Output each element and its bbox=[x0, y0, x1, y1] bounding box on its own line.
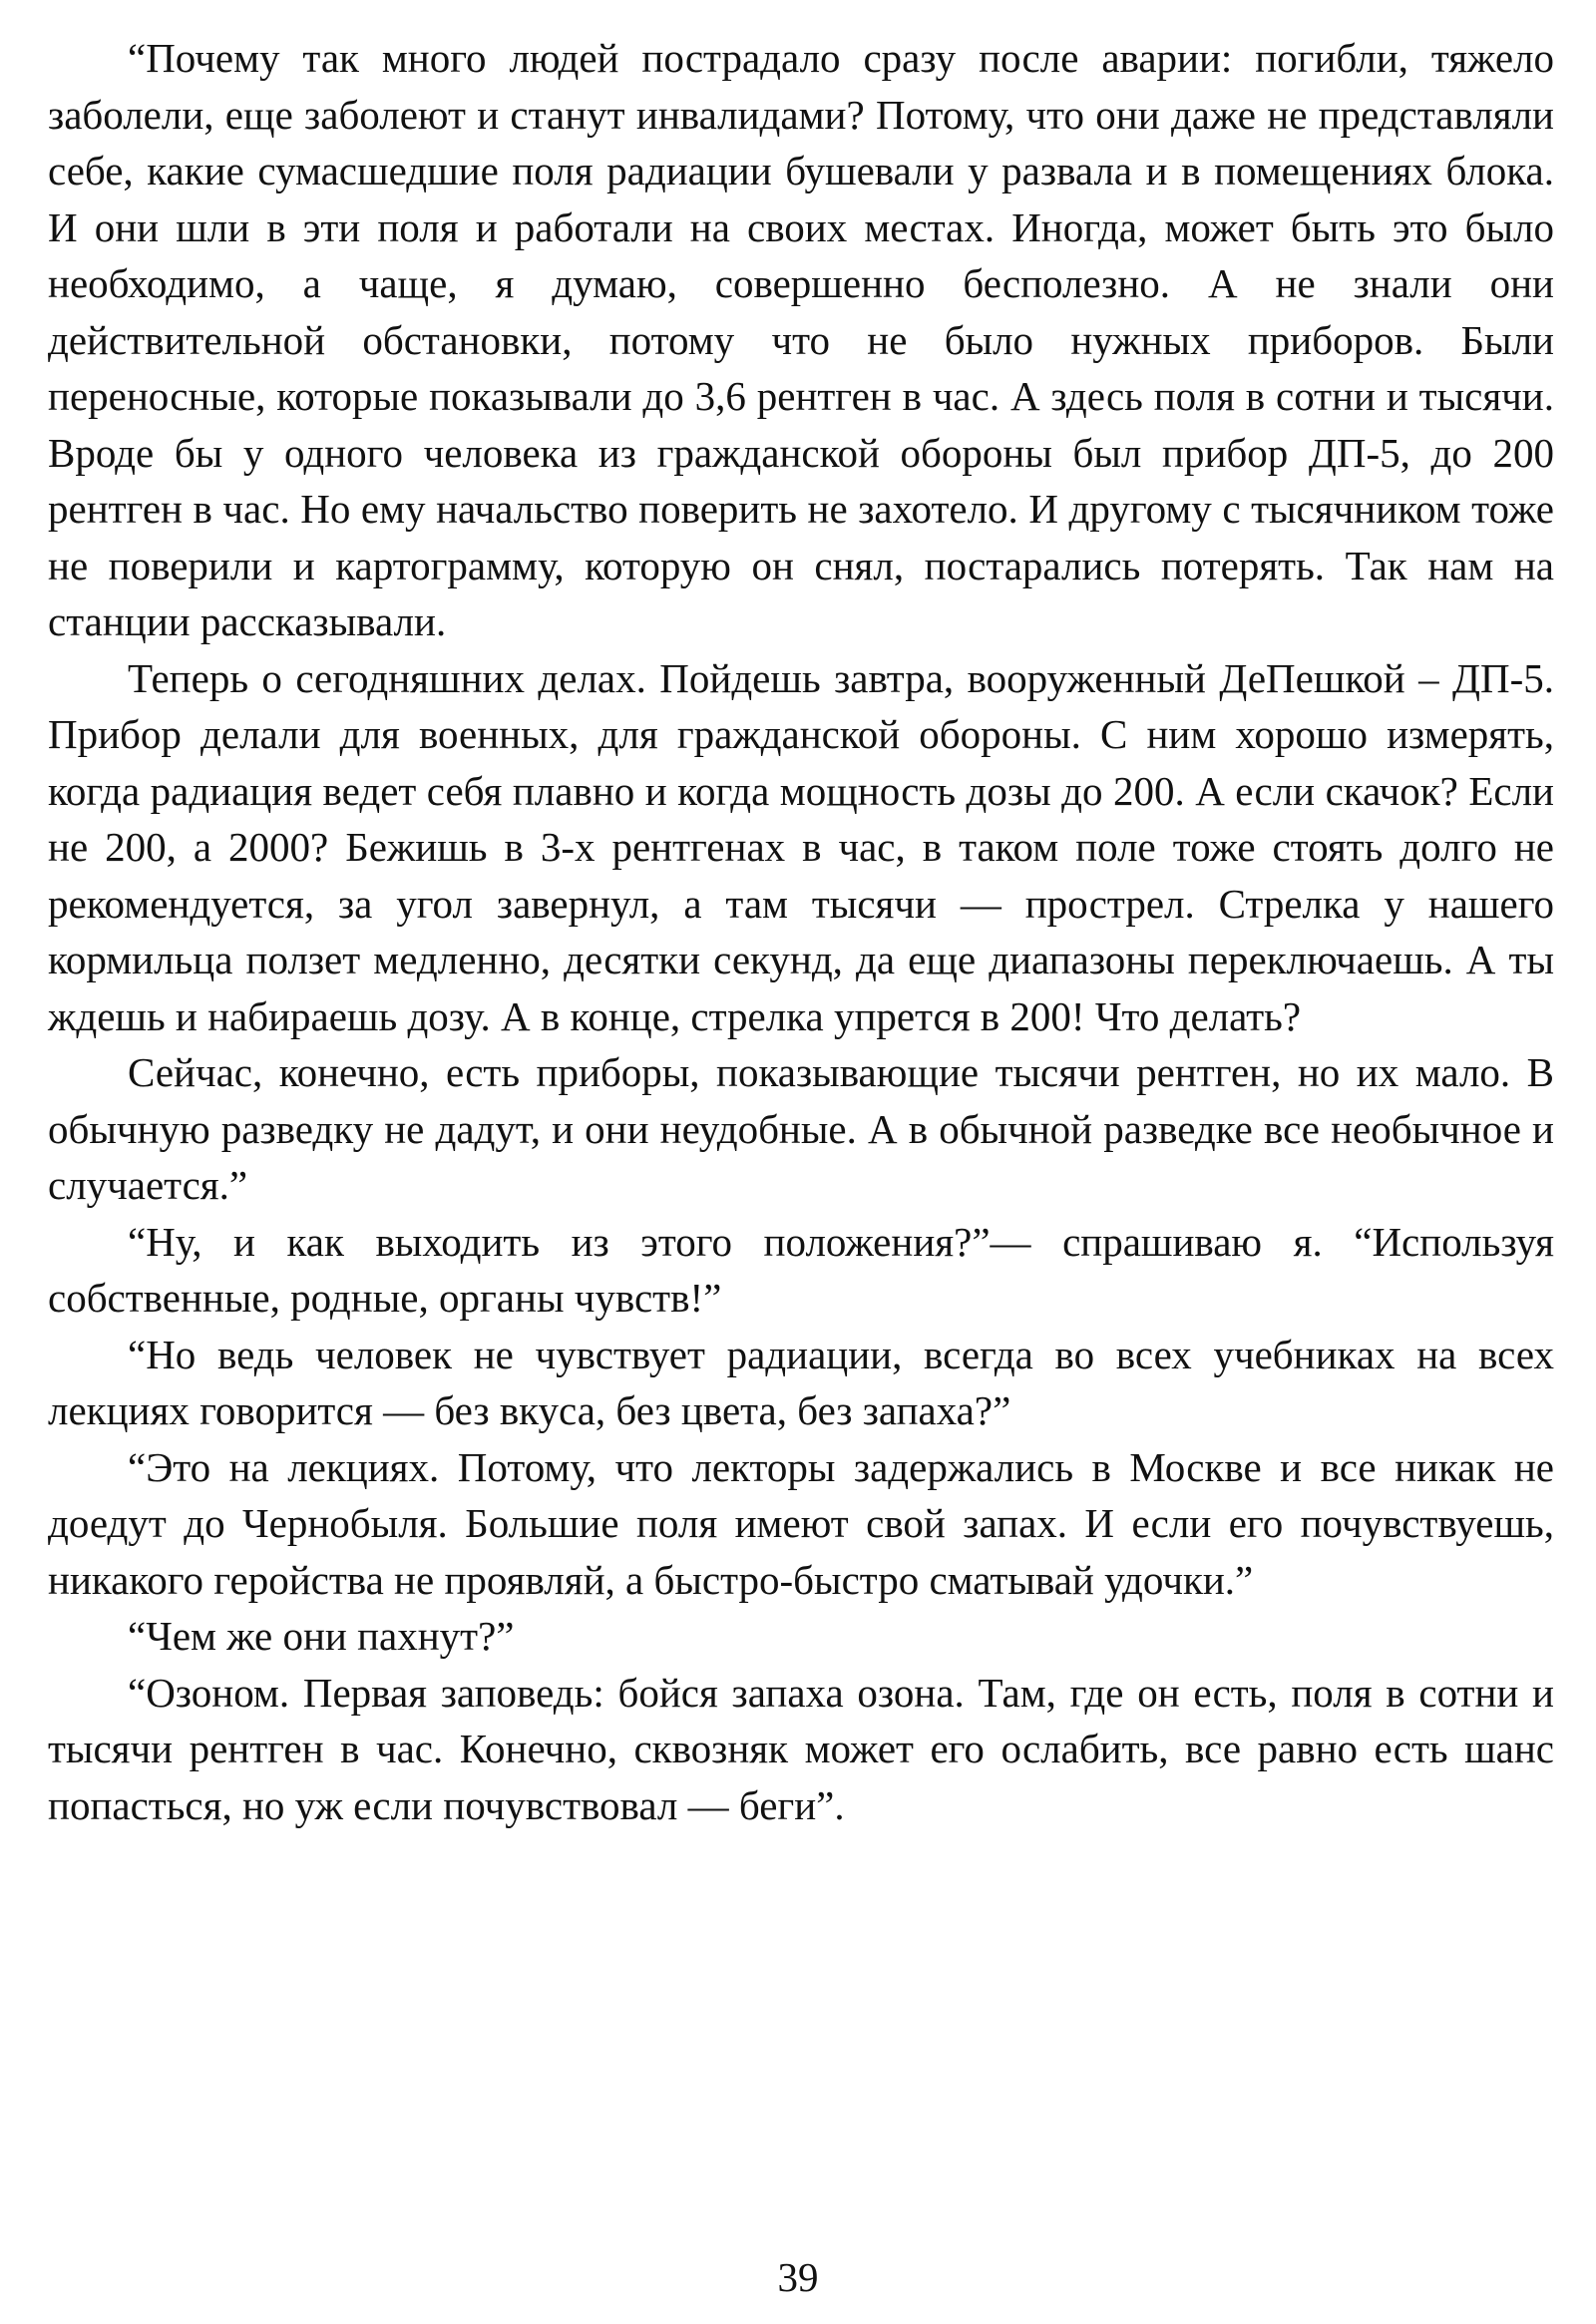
paragraph: “Но ведь человек не чувствует радиации, всегда во всех учебниках на всех лекциях говорится — без вкуса, без цвета, без запаха?” bbox=[48, 1331, 1554, 1433]
paragraph: “Озоном. Первая заповедь: бойся запаха озона. Там, где он есть, поля в сотни и тысячи рентген в час. Конечно, сквозняк может его ослабить, все равно есть шанс попасться, но уж если почувствовал — беги”. bbox=[48, 1669, 1554, 1828]
page-number: 39 bbox=[777, 2254, 819, 2300]
paragraph: Теперь о сегодняшних делах. Пойдешь завтра, вооруженный ДеПешкой – ДП-5. Прибор делали для военных, для гражданской обороны. С ним хорошо измерять, когда радиация ведет себя плавно и когда мощность дозы до 200. А если скачок? Если не 200, а 2000? Бежишь в 3-х рентгенах в час, в таком поле тоже стоять долго не рекомендуется, за угол завернул, а там тысячи — прострел. Стрелка у нашего кормильца ползет медленно, десятки секунд, да еще диапазоны переключаешь. А ты ждешь и набираешь дозу. А в конце, стрелка упрется в 200! Что делать? bbox=[48, 654, 1554, 1039]
paragraph: Сейчас, конечно, есть приборы, показывающие тысячи рентген, но их мало. В обычную разведку не дадут, и они неудобные. А в обычной разведке все необычное и случается.” bbox=[48, 1049, 1554, 1208]
paragraph: “Это на лекциях. Потому, что лекторы задержались в Москве и все никак не доедут до Чернобыля. Большие поля имеют свой запах. И если его почувствуешь, никакого геройства не проявляй, а быстро-быстро сматывай удочки.” bbox=[48, 1443, 1554, 1603]
paragraph: “Чем же они пахнут?” bbox=[128, 1613, 515, 1659]
document-page bbox=[48, 30, 1554, 2304]
paragraph: “Почему так много людей пострадало сразу после аварии: погибли, тяжело заболели, еще заболеют и станут инвалидами? Потому, что они даже не представляли себе, какие сумасшедшие поля радиации бушевали у развала и в помещениях блока. И они шли в эти поля и работали на своих местах. Иногда, может быть это было необходимо, а чаще, я думаю, совершенно бесполезно. А не знали они действительной обстановки, потому что не было нужных приборов. Были переносные, которые показывали до 3,6 рентген в час. А здесь поля в сотни и тысячи. Вроде бы у одного человека из гражданской обороны был прибор ДП-5, до 200 рентген в час. Но ему начальство поверить не захотело. И другому с тысячником тоже не поверили и картограмму, которую он снял, постарались потерять. Так нам на станции рассказывали. bbox=[48, 35, 1554, 644]
paragraph: “Ну, и как выходить из этого положения?”— спрашиваю я. “Используя собственные, родные, органы чувств!” bbox=[48, 1218, 1554, 1321]
